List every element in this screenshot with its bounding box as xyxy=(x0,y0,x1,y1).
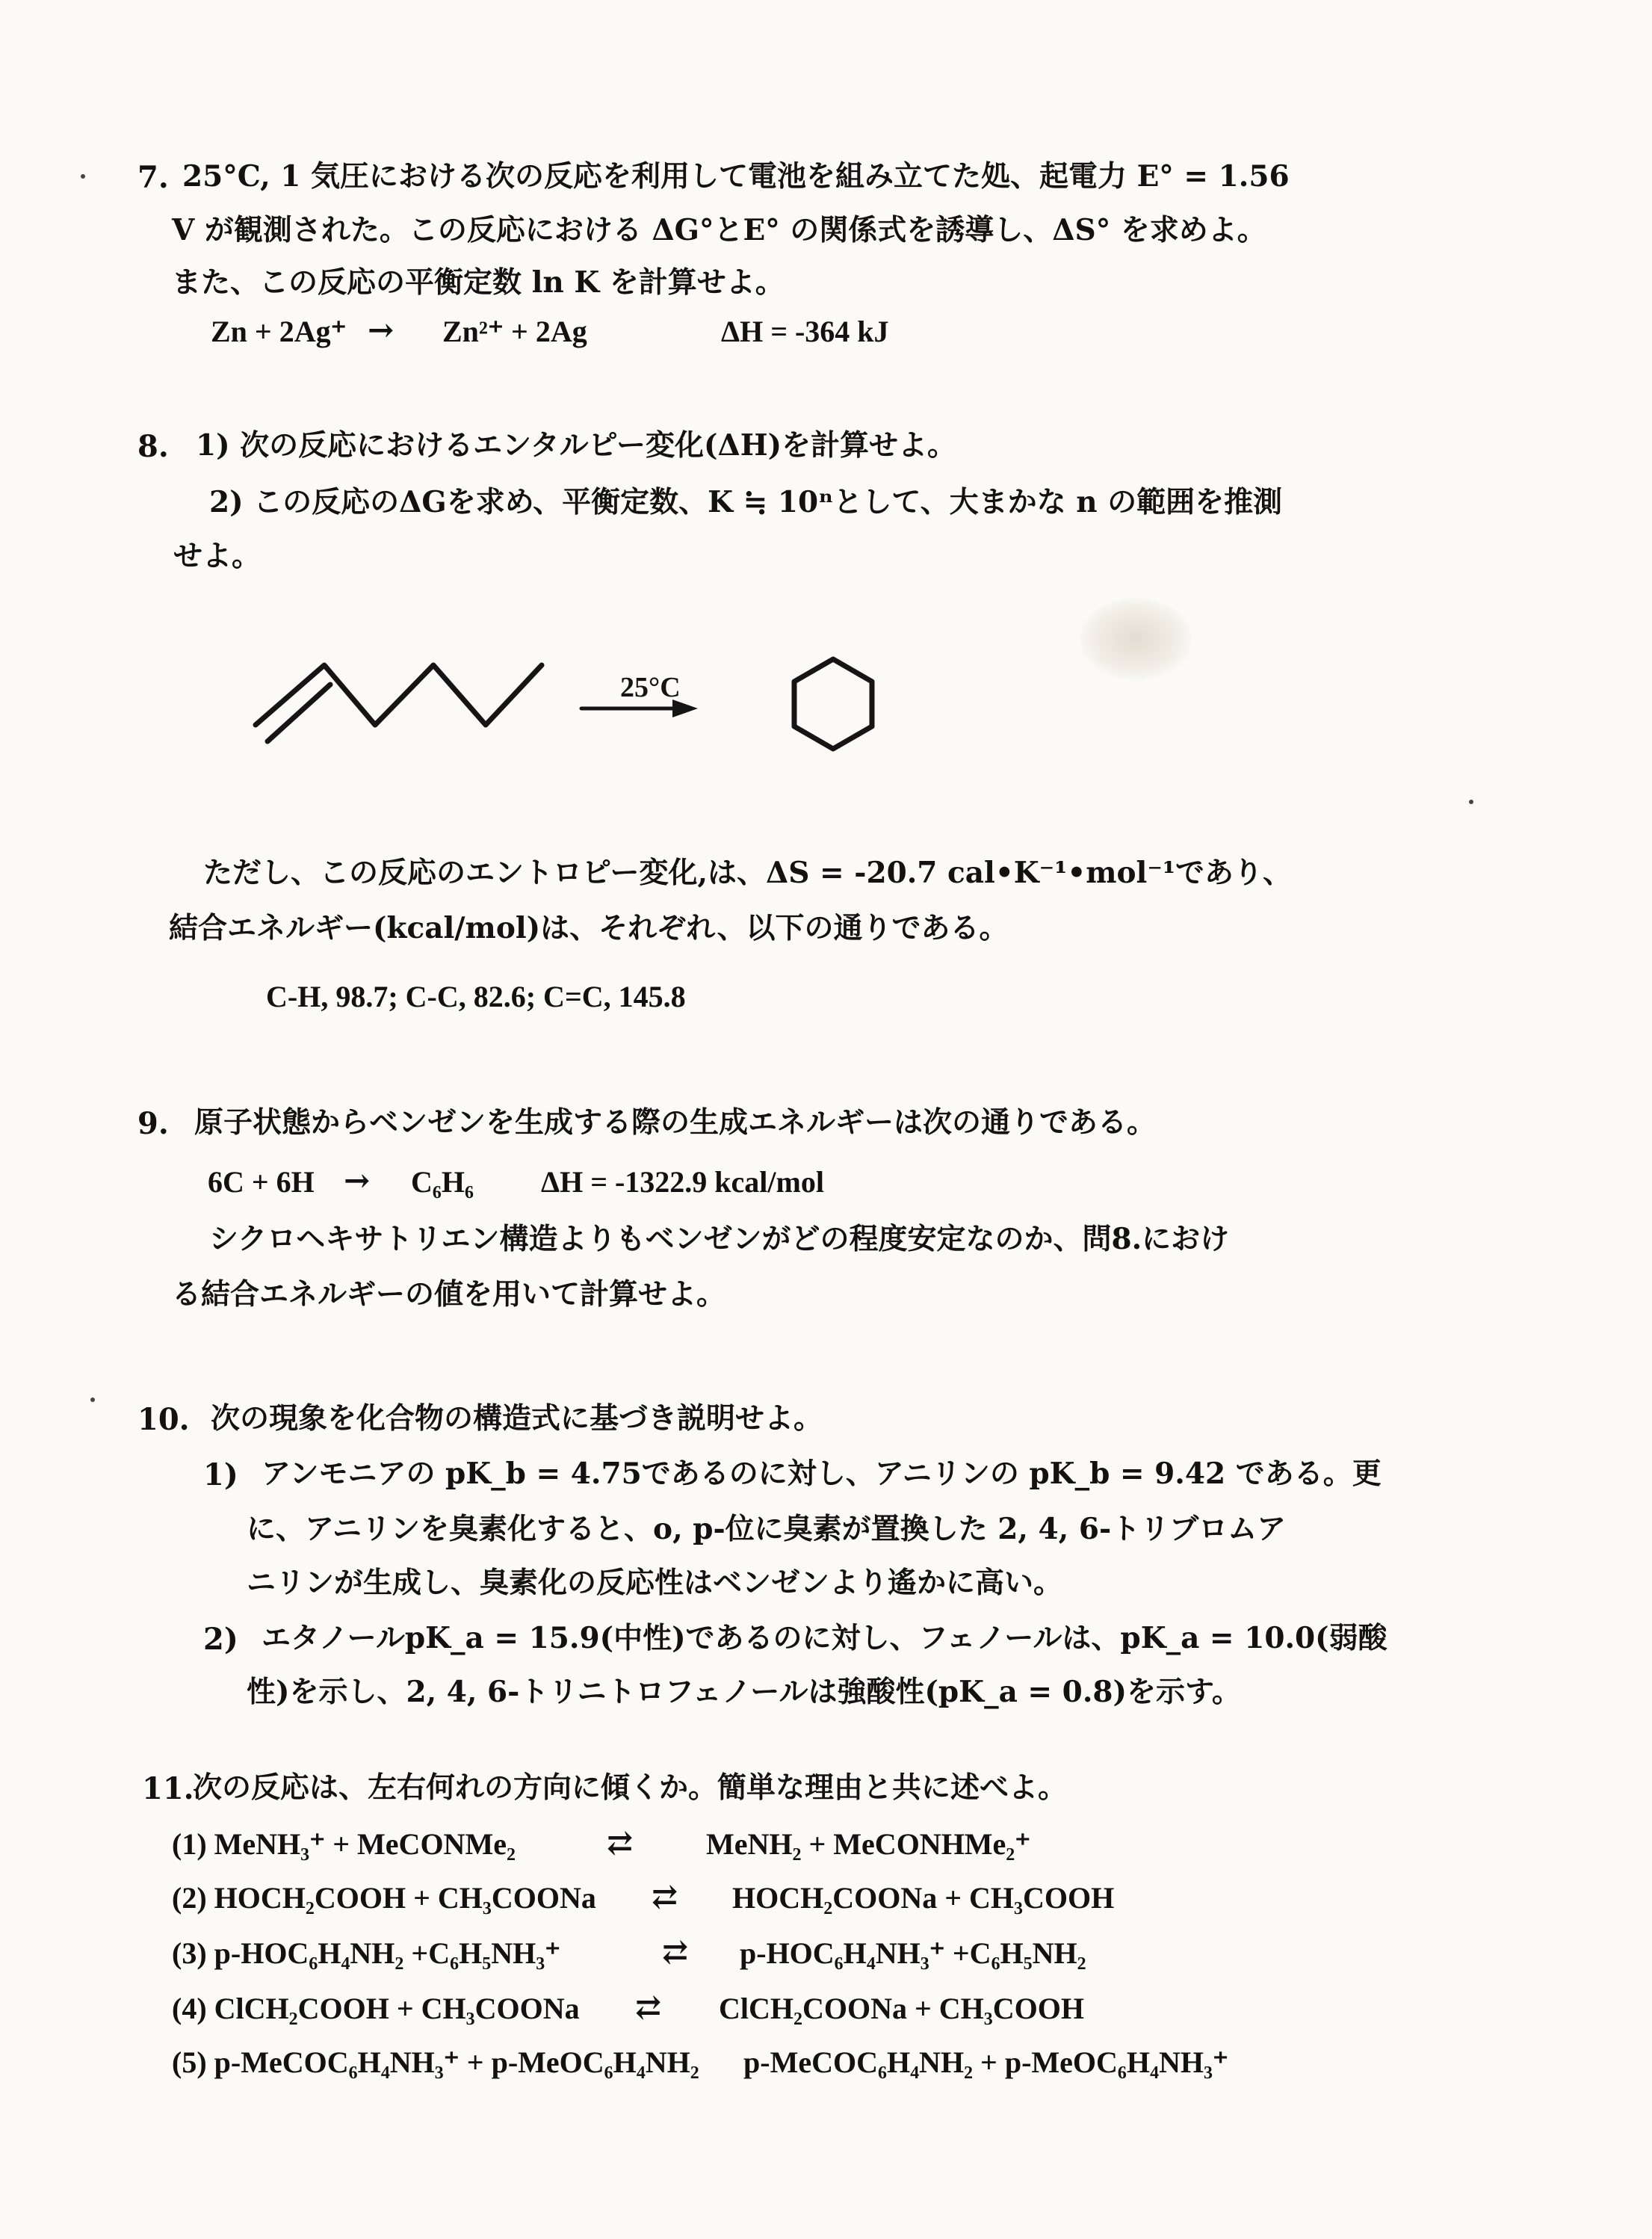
paper-stain xyxy=(1080,598,1192,680)
reaction-products: C₆H₆ xyxy=(411,1165,474,1199)
speck xyxy=(90,1398,95,1402)
reaction-reactants: Zn + 2Ag⁺ xyxy=(211,315,347,348)
reaction-reactants: 6C + 6H xyxy=(208,1165,315,1199)
reaction-right: HOCH₂COONa + CH₃COOH xyxy=(732,1881,1115,1915)
reaction-right: p-HOC₆H₄NH₃⁺ +C₆H₅NH₂ xyxy=(740,1936,1086,1970)
question-number: 11. xyxy=(142,1771,194,1806)
reaction-enthalpy: ΔH = -364 kJ xyxy=(721,315,889,348)
question-number: 8. xyxy=(137,429,169,464)
equilibrium-arrow: ⇄ xyxy=(635,1989,662,2025)
question-text-line: 性)を示し、2, 4, 6-トリニトロフェノールは強酸性(pK_a = 0.8)を示す。 xyxy=(247,1675,1241,1709)
reaction-enthalpy: ΔH = -1322.9 kcal/mol xyxy=(541,1165,824,1199)
question-text-line: 原子状態からベンゼンを生成する際の生成エネルギーは次の通りである。 xyxy=(194,1105,1157,1140)
hexene-structure xyxy=(256,665,542,741)
reaction-left: (4) ClCH₂COOH + CH₃COONa xyxy=(172,1992,580,2025)
reaction-arrow: → xyxy=(368,312,395,348)
bond-energies: C-H, 98.7; C-C, 82.6; C=C, 145.8 xyxy=(266,980,686,1013)
reaction-right: ClCH₂COONa + CH₃COOH xyxy=(719,1992,1085,2025)
item-number: 1) xyxy=(203,1457,238,1492)
speck xyxy=(1469,800,1473,804)
question-text-line: ニリンが生成し、臭素化の反応性はベンゼンより遙かに高い。 xyxy=(247,1566,1063,1600)
question-text-line: 1) 次の反応におけるエンタルピー変化(ΔH)を計算せよ。 xyxy=(196,428,957,463)
equilibrium-arrow: ⇄ xyxy=(662,1933,689,1970)
reaction-left: (3) p-HOC₆H₄NH₂ +C₆H₅NH₃⁺ xyxy=(172,1936,561,1970)
reaction-right: p-MeCOC₆H₄NH₂ + p-MeOC₆H₄NH₃⁺ xyxy=(743,2045,1229,2079)
reaction-left: (5) p-MeCOC₆H₄NH₃⁺ + p-MeOC₆H₄NH₂ xyxy=(172,2045,699,2079)
question-text-line: 2) この反応のΔGを求め、平衡定数、K ≒ 10ⁿとして、大まかな n の範囲を推測 xyxy=(209,485,1283,519)
reaction-scheme xyxy=(247,643,919,777)
reaction-left: (1) MeNH₃⁺ + MeCONMe₂ xyxy=(172,1827,516,1861)
question-text-line: シクロヘキサトリエン構造よりもベンゼンがどの程度安定なのか、問8.におけ xyxy=(209,1222,1230,1256)
question-text-line: 次の現象を化合物の構造式に基づき説明せよ。 xyxy=(211,1401,823,1436)
item-number: 2) xyxy=(203,1622,238,1657)
question-text-line: る結合エネルギーの値を用いて計算せよ。 xyxy=(172,1277,726,1312)
speck xyxy=(81,174,85,179)
question-text-line: に、アニリンを臭素化すると、o, p-位に臭素が置換した 2, 4, 6-トリブロムア xyxy=(247,1512,1287,1546)
reaction-right: MeNH₂ + MeCONHMe₂⁺ xyxy=(706,1827,1031,1861)
question-text-line: アンモニアの pK_b = 4.75であるのに対し、アニリンの pK_b = 9.42 である。更 xyxy=(262,1457,1382,1491)
question-text-line: 25°C, 1 気圧における次の反応を利用して電池を組み立てた処、起電力 E° = 1.56 xyxy=(182,159,1290,194)
reaction-arrow: → xyxy=(344,1162,371,1199)
question-number: 10. xyxy=(137,1402,190,1437)
question-text-line: また、この反応の平衡定数 ln K を計算せよ。 xyxy=(172,265,785,300)
question-text-line: ただし、この反応のエントロピー変化,は、ΔS = -20.7 cal•K⁻¹•mol⁻¹であり、 xyxy=(203,856,1293,890)
question-text-line: 次の反応は、左右何れの方向に傾くか。簡単な理由と共に述べよ。 xyxy=(193,1770,1068,1805)
equilibrium-arrow: ⇄ xyxy=(652,1878,678,1915)
question-text-line: エタノールpK_a = 15.9(中性)であるのに対し、フェノールは、pK_a = 10.0(弱酸 xyxy=(262,1621,1388,1655)
equilibrium-arrow: ⇄ xyxy=(607,1824,634,1861)
cyclohexane-structure xyxy=(794,659,872,749)
question-number: 9. xyxy=(137,1106,169,1141)
question-text-line: 結合エネルギー(kcal/mol)は、それぞれ、以下の通りである。 xyxy=(169,911,1009,945)
question-text-line: V が観測された。この反応における ΔG°とE° の関係式を誘導し、ΔS° を求めよ。 xyxy=(172,213,1266,247)
arrow-condition-label: 25°C xyxy=(620,672,681,703)
question-number: 7. xyxy=(137,160,169,195)
question-text-line: せよ。 xyxy=(173,539,262,573)
reaction-products: Zn²⁺ + 2Ag xyxy=(442,315,587,348)
reaction-left: (2) HOCH₂COOH + CH₃COONa xyxy=(172,1881,596,1915)
